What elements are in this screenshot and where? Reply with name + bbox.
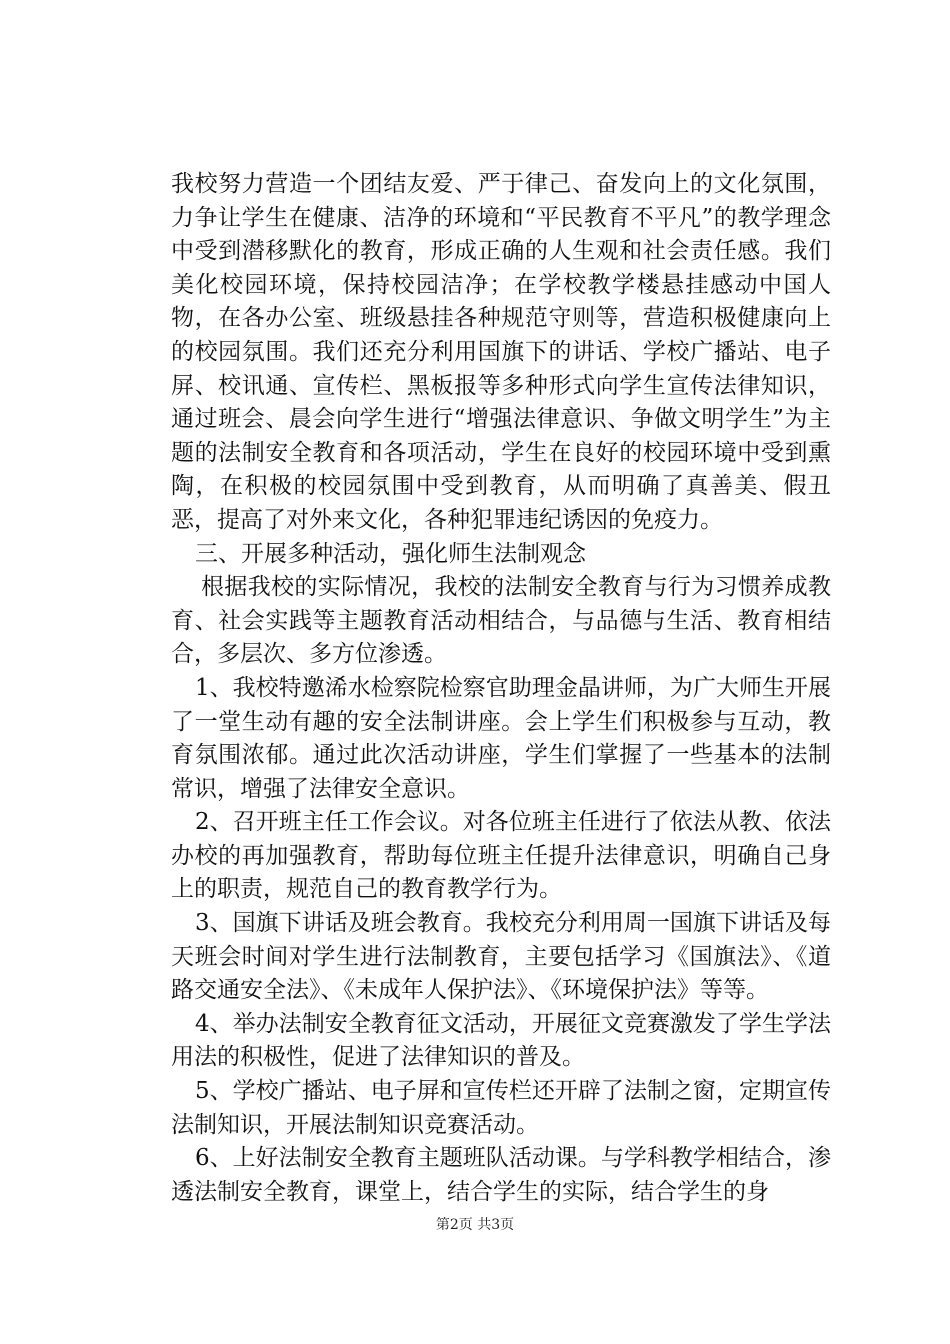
page-footer: 第2页 共3页 (435, 1217, 515, 1233)
paragraph-campus-culture: 我校努力营造一个团结友爱、严于律己、奋发向上的文化氛围，力争让学生在健康、洁净的环境和“平民教育不平凡”的教学理念中受到潜移默化的教育，形成正确的人生观和社会责任感。我们美化校园环境，保持校园洁净；在学校教学楼悬挂感动中国人物，在各办公室、班级悬挂各种规范守则等，营造积极健康向上的校园氛围。我们还充分利用国旗下的讲话、学校广播站、电子屏、校讯通、宣传栏、黑板报等多种形式向学生宣传法律知识，通过班会、晨会向学生进行“增强法律意识、争做文明学生”为主题的法制安全教育和各项活动，学生在良好的校园环境中受到熏陶，在积极的校园氛围中受到教育，从而明确了真善美、假丑恶，提高了对外来文化，各种犯罪违纪诱因的免疫力。 (171, 171, 831, 533)
paragraph-activities-intro: 根据我校的实际情况，我校的法制安全教育与行为习惯养成教育、社会实践等主题教育活动相结合，与品德与生活、教育相结合，多层次、多方位渗透。 (171, 574, 831, 668)
document-body (171, 168, 831, 1209)
paragraph-item-2: 2、召开班主任工作会议。对各位班主任进行了依法从教、依法办校的再加强教育，帮助每位班主任提升法律意识，明确自己身上的职责，规范自己的教育教学行为。 (171, 809, 831, 903)
paragraph-item-5: 5、学校广播站、电子屏和宣传栏还开辟了法制之窗，定期宣传法制知识，开展法制知识竞赛活动。 (171, 1078, 831, 1138)
paragraph-item-6: 6、上好法制安全教育主题班队活动课。与学科教学相结合，渗透法制安全教育，课堂上，结合学生的实际，结合学生的身 (171, 1145, 831, 1205)
paragraph-item-4: 4、举办法制安全教育征文活动，开展征文竞赛激发了学生学法用法的积极性，促进了法律知识的普及。 (171, 1010, 831, 1071)
paragraph-item-1: 1、我校特邀浠水检察院检察官助理金晶讲师，为广大师生开展了一堂生动有趣的安全法制讲座。会上学生们积极参与互动，教育氛围浓郁。通过此次活动讲座，学生们掌握了一些基本的法制常识，增强了法律安全意识。 (171, 674, 831, 802)
paragraph-item-3: 3、国旗下讲话及班会教育。我校充分利用周一国旗下讲话及每天班会时间对学生进行法制教育，主要包括学习《国旗法》、《道路交通安全法》、《未成年人保护法》、《环境保护法》等等。 (171, 910, 831, 1004)
section-heading-activities: 三、开展多种活动，强化师生法制观念 (195, 540, 586, 567)
